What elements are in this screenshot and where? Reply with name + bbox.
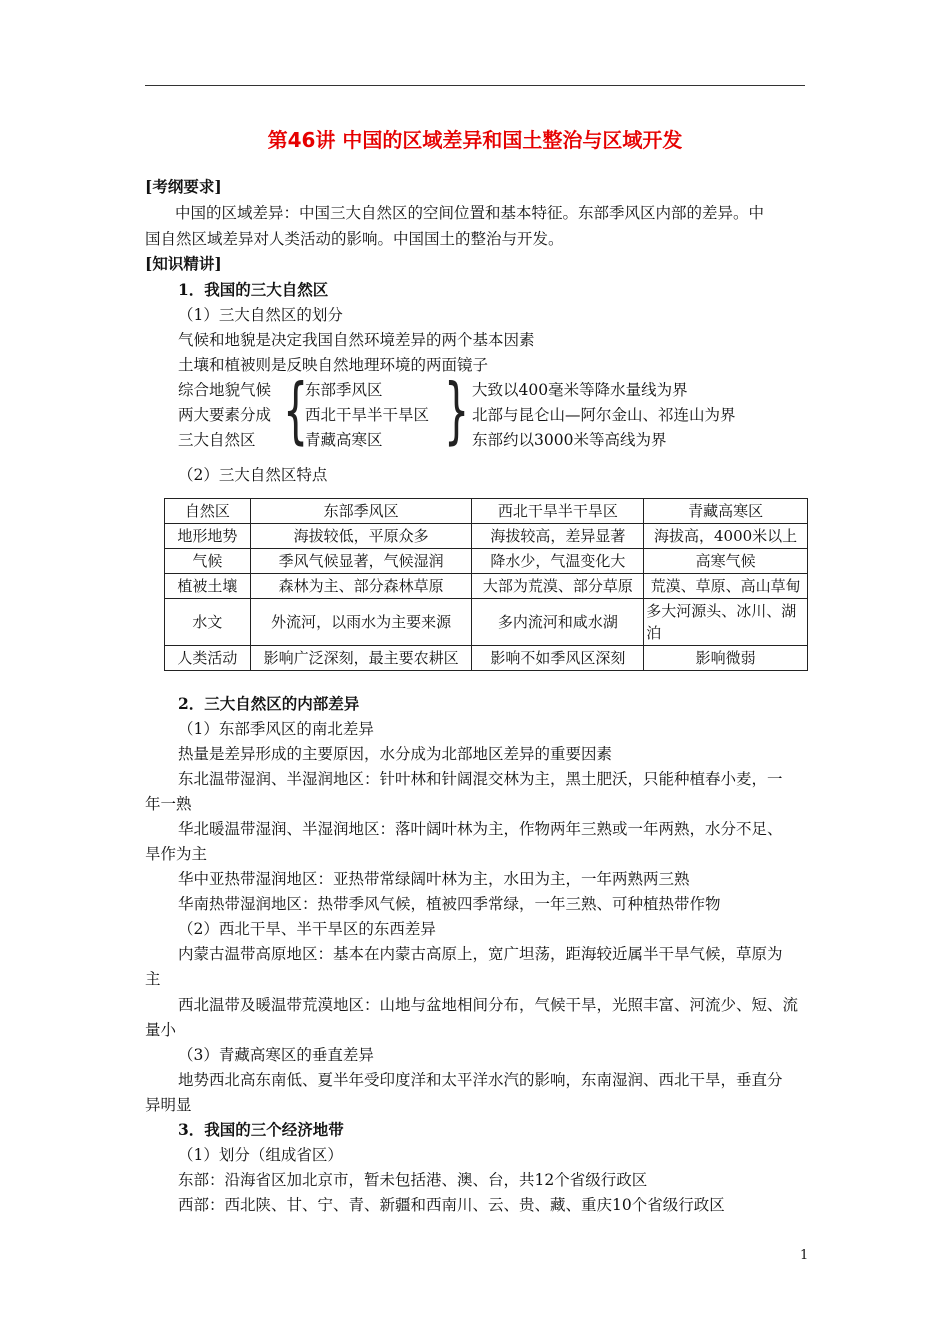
subheading: （2）西北干旱、半干旱区的东西差异 [178, 920, 436, 938]
part1-heading: 1．我国的三大自然区 [178, 280, 329, 299]
left-brace-icon: { [283, 368, 309, 452]
subheading: （2）三大自然区特点 [178, 466, 328, 484]
text-line: 华中亚热带湿润地区：亚热带常绿阔叶林为主，水田为主，一年两熟两三熟 [178, 870, 690, 888]
bracket-right-line: 大致以400毫米等降水量线为界 [472, 381, 688, 399]
table-header-cell: 自然区 [165, 499, 251, 524]
part3-heading: 3．我国的三个经济地带 [178, 1120, 344, 1139]
table-cell: 气候 [165, 549, 251, 574]
table-cell: 地形地势 [165, 524, 251, 549]
table-row [165, 599, 808, 646]
table-cell: 外流河，以雨水为主要来源 [250, 599, 472, 646]
page-number: 1 [800, 1248, 809, 1263]
natural-zones-table [164, 498, 808, 671]
subheading: （3）青藏高寒区的垂直差异 [178, 1046, 374, 1064]
table-row [165, 574, 808, 599]
text-line: 地势西北高东南低、夏半年受印度洋和太平洋水汽的影响，东南湿润、西北干旱，垂直分 [178, 1071, 783, 1089]
table-header-cell: 东部季风区 [250, 499, 472, 524]
table-cell: 高寒气候 [644, 549, 808, 574]
text-line: 异明显 [145, 1096, 192, 1114]
part2-heading: 2．三大自然区的内部差异 [178, 694, 360, 713]
section-heading-zhishi: [知识精讲] [145, 254, 222, 273]
table-cell: 季风气候显著，气候湿润 [250, 549, 472, 574]
bracket-mid-line: 青藏高寒区 [305, 431, 383, 449]
section-heading-kaogang: [考纲要求] [145, 177, 222, 196]
table-cell: 荒漠、草原、高山草甸 [644, 574, 808, 599]
text-line: 东北温带湿润、半湿润地区：针叶林和针阔混交林为主，黑土肥沃，只能种植春小麦，一 [178, 770, 783, 788]
table-cell: 海拔高，4000米以上 [644, 524, 808, 549]
text-line: 旱作为主 [145, 845, 208, 863]
page-title: 第46讲 中国的区域差异和国土整治与区域开发 [267, 128, 683, 152]
bracket-right-line: 东部约以3000米等高线为界 [472, 431, 667, 449]
table-header-cell: 西北干旱半干旱区 [472, 499, 644, 524]
table-header-row [165, 499, 808, 524]
text-line: 量小 [145, 1021, 177, 1039]
table-row [165, 646, 808, 671]
table-cell: 影响微弱 [644, 646, 808, 671]
bracket-mid-line: 西北干旱半干旱区 [305, 406, 430, 424]
table-cell: 植被土壤 [165, 574, 251, 599]
table-cell: 人类活动 [165, 646, 251, 671]
table-header-cell: 青藏高寒区 [644, 499, 808, 524]
text-line: 华南热带湿润地区：热带季风气候，植被四季常绿，一年三熟、可种植热带作物 [178, 895, 721, 913]
table-cell: 大部为荒漠、部分草原 [472, 574, 644, 599]
right-brace-icon: } [444, 368, 470, 452]
table-cell: 海拔较低，平原众多 [250, 524, 472, 549]
bracket-left-line: 综合地貌气候 [178, 381, 272, 399]
table-cell: 多大河源头、冰川、湖泊 [644, 599, 808, 646]
text-line: 主 [145, 970, 161, 988]
paragraph-line: 中国的区域差异：中国三大自然区的空间位置和基本特征。东部季风区内部的差异。中 [175, 204, 765, 222]
text-line: 年一熟 [145, 795, 192, 813]
bracket-mid-line: 东部季风区 [305, 381, 383, 399]
table-row [165, 524, 808, 549]
table-cell: 降水少，气温变化大 [472, 549, 644, 574]
table-cell: 海拔较高，差异显著 [472, 524, 644, 549]
text-line: 土壤和植被则是反映自然地理环境的两面镜子 [178, 356, 489, 374]
table-cell: 影响广泛深刻，最主要农耕区 [250, 646, 472, 671]
subheading: （1）东部季风区的南北差异 [178, 720, 374, 738]
table-cell: 多内流河和咸水湖 [472, 599, 644, 646]
text-line: 热量是差异形成的主要原因，水分成为北部地区差异的重要因素 [178, 745, 613, 763]
table-cell: 森林为主、部分森林草原 [250, 574, 472, 599]
subheading: （1）三大自然区的划分 [178, 306, 343, 324]
bracket-left-line: 三大自然区 [178, 431, 256, 449]
bracket-right-line: 北部与昆仑山—阿尔金山、祁连山为界 [472, 406, 736, 424]
table-cell: 影响不如季风区深刻 [472, 646, 644, 671]
subheading: （1）划分（组成省区） [178, 1146, 343, 1164]
table-row [165, 549, 808, 574]
header-rule [145, 85, 805, 86]
text-line: 华北暖温带湿润、半湿润地区：落叶阔叶林为主，作物两年三熟或一年两熟，水分不足、 [178, 820, 783, 838]
text-line: 东部：沿海省区加北京市，暂未包括港、澳、台，共12个省级行政区 [178, 1171, 648, 1189]
text-line: 内蒙古温带高原地区：基本在内蒙古高原上，宽广坦荡，距海较近属半干旱气候，草原为 [178, 945, 783, 963]
table-cell: 水文 [165, 599, 251, 646]
text-line: 西北温带及暖温带荒漠地区：山地与盆地相间分布，气候干旱，光照丰富、河流少、短、流 [178, 996, 799, 1014]
text-line: 西部：西北陕、甘、宁、青、新疆和西南川、云、贵、藏、重庆10个省级行政区 [178, 1196, 725, 1214]
text-line: 气候和地貌是决定我国自然环境差异的两个基本因素 [178, 331, 535, 349]
bracket-left-line: 两大要素分成 [178, 406, 272, 424]
paragraph-line: 国自然区域差异对人类活动的影响。中国国土的整治与开发。 [145, 230, 564, 248]
